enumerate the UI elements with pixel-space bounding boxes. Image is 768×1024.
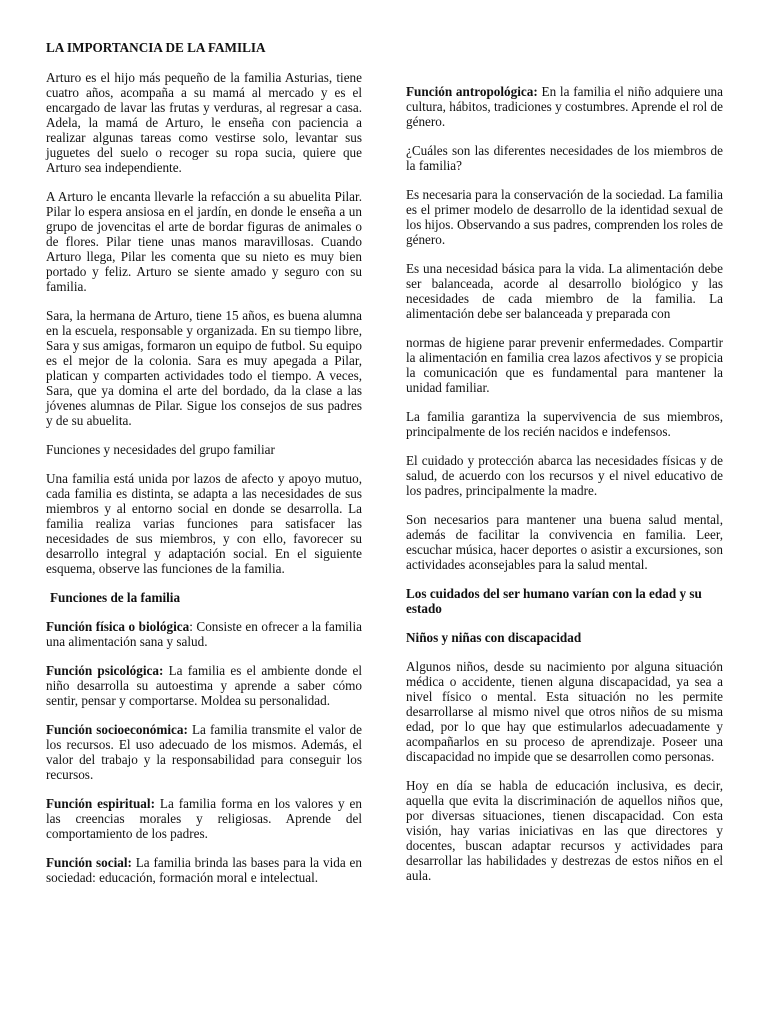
function-fisica-text: : Consiste en ofrecer a la familia una alimentación sana y salud. [46, 619, 362, 649]
function-psicologica-label: Función psicológica: [46, 663, 164, 678]
function-psicologica-text: La familia es el ambiente donde el niño desarrolla su autoestima y aprende a saber cómo sentir, pensar y comportarse. Moldea su personalidad. [46, 663, 362, 708]
heading-cuidados: Los cuidados del ser humano varían con la edad y su estado [406, 586, 702, 616]
document-title: LA IMPORTANCIA DE LA FAMILIA [46, 40, 266, 55]
paragraph-cuidado: El cuidado y protección abarca las necesidades físicas y de salud, de acuerdo con los recursos y el nivel educativo de los padres, principalmente la madre. [406, 453, 723, 498]
function-social-label: Función social: [46, 855, 132, 870]
function-antropologica-label: Función antropológica: [406, 84, 538, 99]
function-espiritual [46, 796, 362, 841]
heading-funciones: Funciones de la familia [50, 590, 181, 605]
function-social-text: La familia brinda las bases para la vida en sociedad: educación, formación moral e intelectual. [46, 855, 362, 885]
left-column [46, 0, 362, 899]
paragraph-discapacidad: Algunos niños, desde su nacimiento por alguna situación médica o accidente, tienen alguna discapacidad, ya sea a nivel físico o mental. Esta situación no les permite desarrollarse al mismo nivel que otros niños de su misma edad, por lo que hay que estimularlos adecuadamente y acompañarlos en su proceso de aprendizaje. Poseer una discapacidad no impide que se desarrollen como personas. [406, 659, 723, 764]
function-psicologica [46, 663, 362, 708]
function-antropologica-text: En la familia el niño adquiere una cultura, hábitos, tradiciones y costumbres. Aprende el rol de género. [406, 84, 723, 129]
function-socioeconomica-label: Función socioeconómica: [46, 722, 188, 737]
paragraph-salud-mental: Son necesarios para mantener una buena salud mental, además de facilitar la convivencia en familia. Leer, escuchar música, hacer deportes o asistir a excursiones, son actividades aconsejables para la salud mental. [406, 512, 723, 572]
function-socioeconomica-text: La familia transmite el valor de los recursos. El uso adecuado de los mismos. Además, el valor del trabajo y la responsabilidad para conseguir los recursos. [46, 722, 362, 782]
paragraph-section-title: Funciones y necesidades del grupo familiar [46, 442, 275, 457]
paragraph-sara: Sara, la hermana de Arturo, tiene 15 años, es buena alumna en la escuela, responsable y organizada. En su tiempo libre, Sara y sus amigas, formaron un equipo de futbol. Su equipo es el mejor de la colonia. Sara es muy apegada a Pilar, platican y comparten actividades todo el tiempo. A veces, Sara, que ya domina el arte del bordado, da la clase a las jóvenes alumnas de Pilar. Sigue los consejos de sus padres y de su abuelita. [46, 308, 362, 428]
function-fisica-label: Función física o biológica [46, 619, 190, 634]
paragraph-educacion-inclusiva: Hoy en día se habla de educación inclusiva, es decir, aquella que evita la discriminación de aquellos niños que, por diversas situaciones, tienen discapacidad. Con esta visión, hay varias iniciativas en las que directores y docentes, buscan adaptar recursos y actividades para desarrollar las habilidades y destrezas de estos niños en el aula. [406, 778, 723, 883]
function-espiritual-text: La familia forma en los valores y en las creencias morales y religiosas. Aprende del comportamiento de los padres. [46, 796, 363, 841]
paragraph-alimentacion: Es una necesidad básica para la vida. La alimentación debe ser balanceada, acorde al desarrollo biológico y las necesidades de cada miembro de la familia. La alimentación debe ser balanceada y preparada con [406, 261, 723, 321]
paragraph-abuelita: A Arturo le encanta llevarle la refacción a su abuelita Pilar. Pilar lo espera ansiosa en el jardín, en donde le enseña a un grupo de jovencitas el arte de bordar figuras de animales o de flores. Pilar tiene unas manos maravillosas. Cuando Arturo llega, Pilar les comenta que su nieto es muy bien portado y feliz. Arturo se siente amado y seguro con su familia. [46, 189, 362, 294]
paragraph-arturo: Arturo es el hijo más pequeño de la familia Asturias, tiene cuatro años, acompaña a su mamá al mercado y es el encargado de lavar las frutas y verduras, al regresar a casa. Adela, la mamá de Arturo, le enseña con paciencia a realizar algunas tareas como vestirse solo, levantar sus juguetes del suelo o recoger su ropa sucia, quiere que Arturo sea independiente. [46, 70, 362, 175]
function-fisica [46, 619, 362, 649]
function-antropologica [406, 84, 723, 129]
paragraph-conservacion: Es necesaria para la conservación de la sociedad. La familia es el primer modelo de desarrollo de la identidad sexual de los hijos. Observando a sus padres, comprenden los roles de género. [406, 187, 723, 247]
paragraph-higiene: normas de higiene parar prevenir enfermedades. Compartir la alimentación en familia crea lazos afectivos y se propicia la comunicación que es fundamental para mantener la unidad familiar. [406, 335, 723, 395]
function-social [46, 855, 362, 885]
heading-discapacidad: Niños y niñas con discapacidad [406, 630, 582, 645]
paragraph-question: ¿Cuáles son las diferentes necesidades de los miembros de la familia? [406, 143, 723, 173]
paragraph-family-union: Una familia está unida por lazos de afecto y apoyo mutuo, cada familia es distinta, se adapta a las necesidades de sus miembros y al entorno social en donde se desarrolla. La familia realiza varias funciones para satisfacer las necesidades de sus miembros, y con ello, favorecer su desarrollo integral y adaptación social. En el siguiente esquema, observe las funciones de la familia. [46, 471, 362, 576]
paragraph-supervivencia: La familia garantiza la supervivencia de sus miembros, principalmente de los recién nacidos e indefensos. [406, 409, 723, 439]
function-socioeconomica [46, 722, 362, 782]
function-espiritual-label: Función espiritual: [46, 796, 155, 811]
right-column [406, 0, 723, 897]
